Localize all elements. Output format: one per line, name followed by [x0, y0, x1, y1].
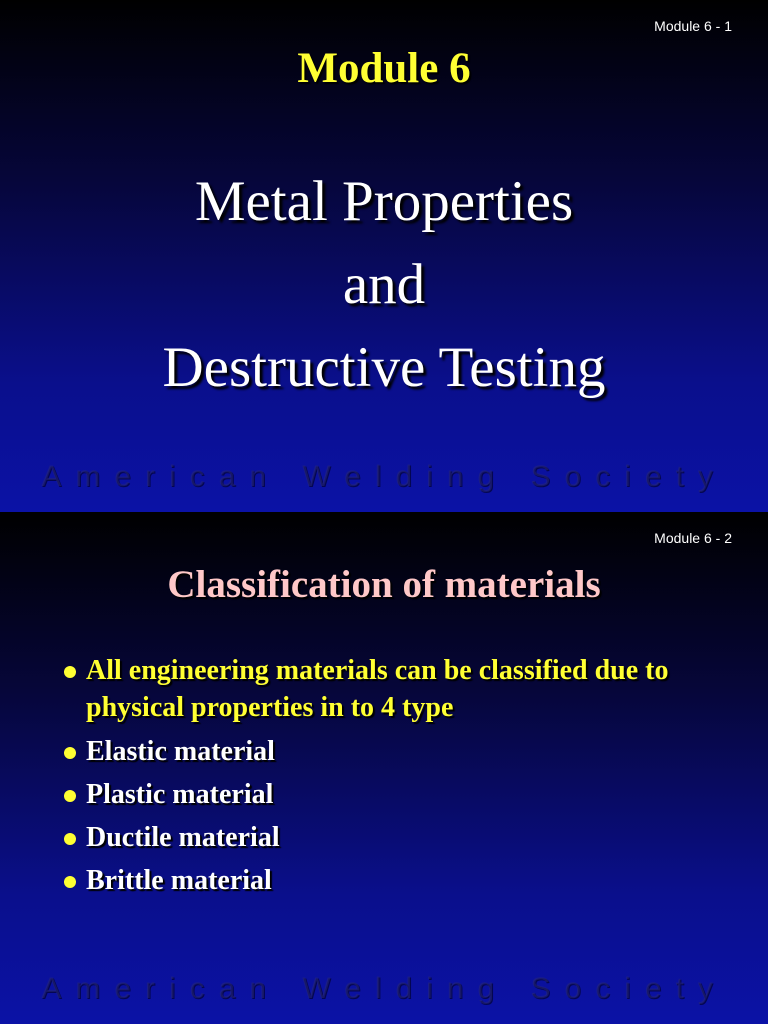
- bullet-text: Brittle material: [86, 865, 272, 896]
- slide-title: Classification of materials: [167, 563, 601, 606]
- bullet-item: [64, 819, 728, 856]
- bullet-item: [64, 776, 728, 813]
- slide-number: Module 6 - 1: [654, 18, 732, 34]
- watermark: American Welding Society: [41, 460, 727, 493]
- bullet-text: All engineering materials can be classified due to physical properties in to 4 type: [86, 655, 669, 723]
- slide-title: [0, 160, 768, 409]
- bullet-text: Ductile material: [86, 822, 280, 853]
- bullet-text: Elastic material: [86, 736, 275, 767]
- module-title: Module 6: [297, 45, 471, 92]
- bullet-icon: [64, 747, 76, 759]
- bullet-item: [64, 733, 728, 770]
- slide-2: [0, 512, 768, 1024]
- title-line-3: Destructive Testing: [162, 336, 606, 399]
- bullet-list: [64, 652, 728, 905]
- bullet-icon: [64, 666, 76, 678]
- bullet-text: Plastic material: [86, 779, 274, 810]
- bullet-icon: [64, 833, 76, 845]
- bullet-icon: [64, 876, 76, 888]
- bullet-item: [64, 652, 728, 726]
- bullet-item: [64, 862, 728, 899]
- title-line-1: Metal Properties: [194, 170, 574, 233]
- watermark: American Welding Society: [41, 972, 727, 1005]
- slide-number: Module 6 - 2: [654, 530, 732, 546]
- title-line-2: and: [342, 253, 426, 316]
- bullet-icon: [64, 790, 76, 802]
